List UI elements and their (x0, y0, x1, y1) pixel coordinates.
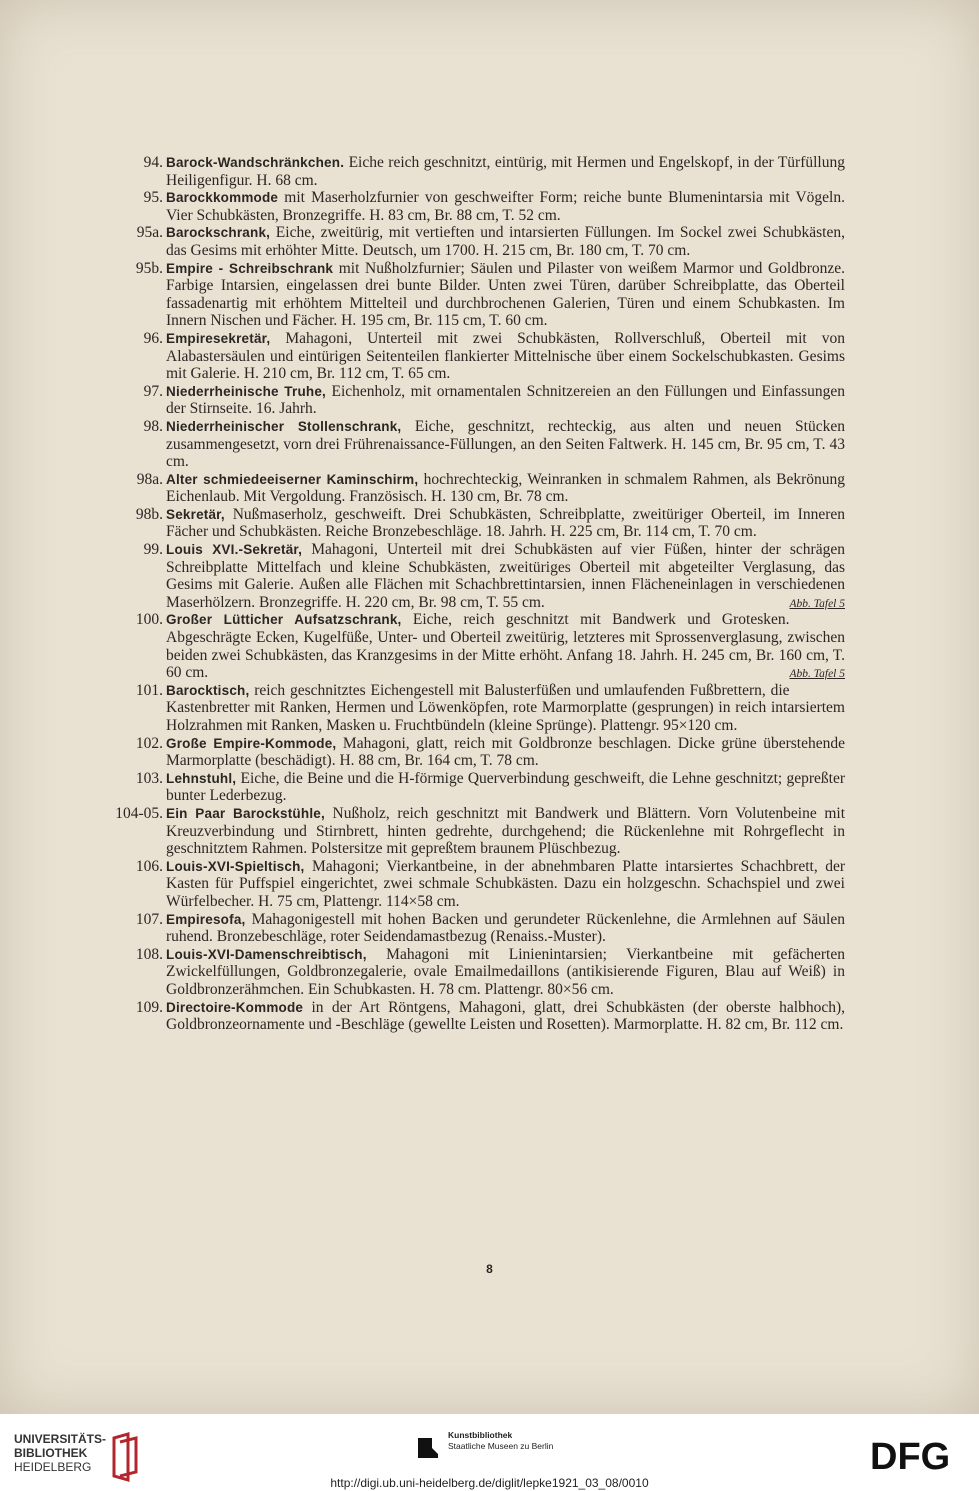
entry-title: Barock-Wandschränkchen. (166, 155, 345, 170)
entry-title: Niederrheinische Truhe, (166, 383, 327, 399)
ub-logo-text (14, 1432, 106, 1474)
entry-title: Louis XVI.-Sekretär, (166, 542, 303, 558)
entry-description: Eiche, geschnitzt, rechteckig, aus alten und neuen Stücken zusammengesetzt, vorn drei Frührenaissance-Füllungen, an den Seiten Faltwerk. H. 145 cm, Br. 95 cm, T. 43 cm. (166, 417, 845, 471)
entry-number: 107. (135, 910, 163, 928)
entry-number: 103. (135, 769, 163, 787)
plate-reference: Abb. Tafel 5 (789, 668, 845, 681)
catalog-entry (100, 418, 845, 471)
entry-title: Barockschrank, (166, 225, 271, 241)
entry-number: 102. (135, 734, 163, 752)
entry-title: Großer Lütticher Aufsatzschrank, (166, 612, 402, 628)
entry-number: 95b. (135, 259, 163, 277)
entry-title: Directoire-Kommode (166, 999, 304, 1015)
entry-text (166, 805, 845, 858)
entry-text (166, 154, 845, 189)
permalink-url[interactable]: http://digi.ub.uni-heidelberg.de/diglit/lepke1921_03_08/0010 (330, 1476, 649, 1490)
entry-title: Große Empire-Kommode, (166, 735, 337, 751)
catalog-entry (100, 946, 845, 999)
catalog-entry (100, 735, 845, 770)
entry-description: Mahagoni; Vierkantbeine, in der abnehmbaren Platte intarsiertes Schachbrett, der Kasten für Puffspiel eingerichtet, zwei schmale Schubkästen. Dazu ein holzgeschn. Schachspiel und zwei Würfelbecher. H. 75 cm, Plattengr. 114×58 cm. (166, 857, 845, 910)
catalog-entry (100, 330, 845, 383)
catalog-entry (100, 541, 845, 611)
entry-description: Mahagoni, Unterteil mit drei Schubkästen auf vier Füßen, hinter der schrägen Schreibplatte Mittelfach und kleine Schubkästen, zweitüriges Oberteil mit abgeteilter Verglasung, das Gesims mit Galerie. Außen alle Flächen mit Schachbrettintarsien, innen Flächeneinlagen in verschiedenen Maserhölzern. Bronzegriffe. H. 220 cm, Br. 98 cm, T. 55 cm. (166, 541, 845, 611)
entry-description: Mahagonigestell mit hohen Backen und gerundeter Rückenlehne, die Armlehnen auf Säulen ruhend. Bronzebeschläge, roter Seidendamastbezug (Renaiss.-Muster). (166, 910, 845, 946)
entry-title: Niederrheinischer Stollenschrank, (166, 418, 402, 434)
entry-text (166, 260, 845, 330)
entry-title: Louis-XVI-Damenschreibtisch, (166, 946, 367, 962)
catalog-entry (100, 770, 845, 805)
entry-number: 104-05. (115, 804, 163, 822)
entry-number: 98b. (135, 505, 163, 523)
entry-number: 95. (143, 189, 163, 207)
entry-text (166, 911, 845, 946)
catalog-entry (100, 471, 845, 506)
entry-text (166, 471, 845, 506)
entry-text (166, 189, 845, 224)
entry-title: Empiresofa, (166, 911, 246, 927)
catalog-entry (100, 383, 845, 418)
entry-text (166, 735, 845, 770)
entry-number: 109. (135, 998, 163, 1016)
ub-mark-icon (110, 1432, 140, 1482)
catalog-entry (100, 611, 845, 681)
entry-description: Eiche reich geschnitzt, eintürig, mit Hermen und Engelskopf, in der Türfüllung Heiligenfigur. H. 68 cm. (166, 154, 845, 189)
catalog-entry (100, 682, 845, 735)
entry-description: Mahagoni mit Linienintarsien; Vierkantbeine mit gefächerten Zwickelfüllungen, Goldbronzegalerie, ovale Emailmedaillons (antikisierende Figuren, Blau auf Weiß) in Goldbronzerähmchen. Ein Schubkasten. H. 78 cm. Plattengr. 80×56 cm. (166, 945, 845, 998)
entry-number: 98a. (136, 470, 163, 488)
entry-text (166, 418, 845, 471)
entry-number: 98. (143, 417, 163, 435)
entry-text (166, 383, 845, 418)
catalog-entry (100, 805, 845, 858)
entry-text (166, 999, 845, 1034)
catalog-entry (100, 911, 845, 946)
entry-text (166, 541, 845, 611)
entry-title: Empire - Schreibschrank (166, 260, 334, 276)
entry-description: Eiche, zweitürig, mit vertieften und intarsierten Füllungen. Im Sockel zwei Schubkästen, das Gesims mit erhöhter Mitte. Deutsch, um 1700. H. 215 cm, Br. 180 cm, T. 70 cm. (166, 224, 845, 259)
entry-description: Nußholz, reich geschnitzt mit Bandwerk und Blättern. Vorn Volutenbeine mit Kreuzverbindung und Stirnbrett, hinten gedrehte, durchgehend; die Rückenlehne mit Rohrgeflecht in geschnitztem Rahmen. Polstersitze mit gepreßtem braunem Plüschbezug. (166, 804, 845, 858)
kb-line2: Staatliche Museen zu Berlin (448, 1441, 554, 1451)
kb-line1: Kunstbibliothek (448, 1430, 513, 1440)
catalog-entry (100, 224, 845, 259)
ub-line1: UNIVERSITÄTS- (14, 1432, 107, 1446)
entry-text (166, 611, 845, 681)
entry-title: Empiresekretär, (166, 330, 271, 346)
entry-description: Mahagoni, Unterteil mit zwei Schubkästen, Rollverschluß, Oberteil mit von Alabastersäulen und eintürigen Seitenteilen flankierter Mittelnische über einem Sockelschubkasten. Gesims mit Galerie. H. 210 cm, Br. 112 cm, T. 65 cm. (166, 329, 845, 383)
catalog-entry (100, 189, 845, 224)
entry-title: Ein Paar Barockstühle, (166, 805, 325, 821)
entry-description: mit Nußholzfurnier; Säulen und Pilaster von weißem Marmor und Goldbronze. Farbige Intarsien, eingelassen drei bunte Bilder. Unten zwei Türen, darüber Schreibplatte, das Oberteil fassadenartig mit erhöhtem Mittelteil und durchbrochenen Galerien, Türen und einem Schubkasten. Im Innern Nischen und Fächer. H. 195 cm, Br. 115 cm, T. 60 cm. (166, 259, 845, 330)
entry-number: 100. (135, 611, 163, 629)
catalog-entry (100, 999, 845, 1034)
kunstbibliothek-logo[interactable] (418, 1426, 618, 1466)
entry-number: 94. (143, 154, 163, 171)
catalog-entry-list (100, 154, 845, 1034)
catalog-entry (100, 858, 845, 911)
viewer-footer (0, 1414, 979, 1491)
entry-number: 97. (143, 382, 163, 400)
entry-number: 106. (135, 857, 163, 875)
entry-description: reich geschnitztes Eichengestell mit Balusterfüßen und umlaufenden Fußbrettern, die Kastenbretter mit Ranken, Hermen und Löwenköpfen, rote Marmorplatte (gesprungen) in reich intarsiertem Holzrahmen mit Ranken, Masken u. Fruchtbündeln (kleine Sprünge). Plattengr. 95×120 cm. (166, 681, 845, 734)
entry-text (166, 946, 845, 999)
ub-line2: BIBLIOTHEK (14, 1446, 88, 1460)
ub-line3: HEIDELBERG (14, 1460, 92, 1474)
entry-title: Louis-XVI-Spieltisch, (166, 858, 305, 874)
dfg-logo-icon[interactable] (870, 1436, 966, 1476)
kunstbibliothek-icon (418, 1434, 438, 1458)
entry-description: Nußmaserholz, geschweift. Drei Schubkästen, Schreibplatte, zweitüriger Oberteil, im Inneren Fächer und Schubkästen. Reiche Bronzebeschläge. 18. Jahrh. H. 225 cm, Br. 114 cm, T. 70 cm. (166, 505, 845, 541)
entry-title: Lehnstuhl, (166, 770, 237, 786)
plate-reference: Abb. Tafel 5 (789, 597, 845, 610)
catalog-entry (100, 154, 845, 189)
entry-description: mit Maserholzfurnier von geschweifter Form; reiche bunte Blumenintarsia mit Vögeln. Vier Schubkästen, Bronzegriffe. H. 83 cm, Br. 88 cm, T. 52 cm. (166, 189, 845, 224)
entry-title: Alter schmiedeeiserner Kaminschirm, (166, 471, 419, 487)
entry-text (166, 770, 845, 805)
entry-title: Sekretär, (166, 506, 225, 522)
entry-description: Mahagoni, glatt, reich mit Goldbronze beschlagen. Dicke grüne überstehende Marmorplatte (beschädigt). H. 88 cm, Br. 164 cm, T. 78 cm. (166, 734, 845, 770)
entry-text (166, 224, 845, 259)
dfg-logo-text: DFG (870, 1436, 951, 1476)
entry-description: Eichenholz, mit ornamentalen Schnitzereien an den Füllungen und Einfassungen der Stirnseite. 16. Jahrh. (166, 382, 845, 418)
entry-title: Barocktisch, (166, 682, 250, 698)
entry-text (166, 330, 845, 383)
catalog-entry (100, 506, 845, 541)
entry-text (166, 506, 845, 541)
entry-number: 101. (135, 681, 163, 699)
catalog-entry (100, 260, 845, 330)
entry-text (166, 858, 845, 911)
entry-title: Barockkommode (166, 190, 279, 206)
entry-description: Eiche, die Beine und die H-förmige Querverbindung geschweift, die Lehne geschnitzt; gepreßter bunter Lederbezug. (166, 769, 845, 805)
entry-description: hochrechteckig, Weinranken in schmalem Rahmen, als Bekrönung Eichenlaub. Mit Vergoldung. Französisch. H. 130 cm, Br. 78 cm. (166, 470, 845, 506)
kunstbibliothek-text (448, 1430, 553, 1452)
page-number: 8 (486, 1262, 493, 1276)
entry-description: in der Art Röntgens, Mahagoni, glatt, drei Schubkästen (der oberste halbhoch), Goldbronzeornamente und -Beschläge (gewellte Leisten und Rosetten). Marmorplatte. H. 82 cm, Br. 112 cm. (166, 998, 845, 1034)
entry-text (166, 682, 845, 735)
entry-number: 108. (135, 945, 163, 963)
entry-number: 99. (143, 541, 163, 559)
entry-number: 96. (143, 329, 163, 347)
entry-description: Eiche, reich geschnitzt mit Bandwerk und Grotesken. Abgeschrägte Ecken, Kugelfüße, Unter- und Oberteil zweitürig, letzteres mit Sprossenverglasung, zwischen beiden zwei Schubkästen, das Kranzgesims in der Mitte erhöht. Anfang 18. Jahrh. H. 245 cm, Br. 160 cm, T. 60 cm. (166, 611, 845, 682)
entry-number: 95a. (136, 224, 163, 242)
